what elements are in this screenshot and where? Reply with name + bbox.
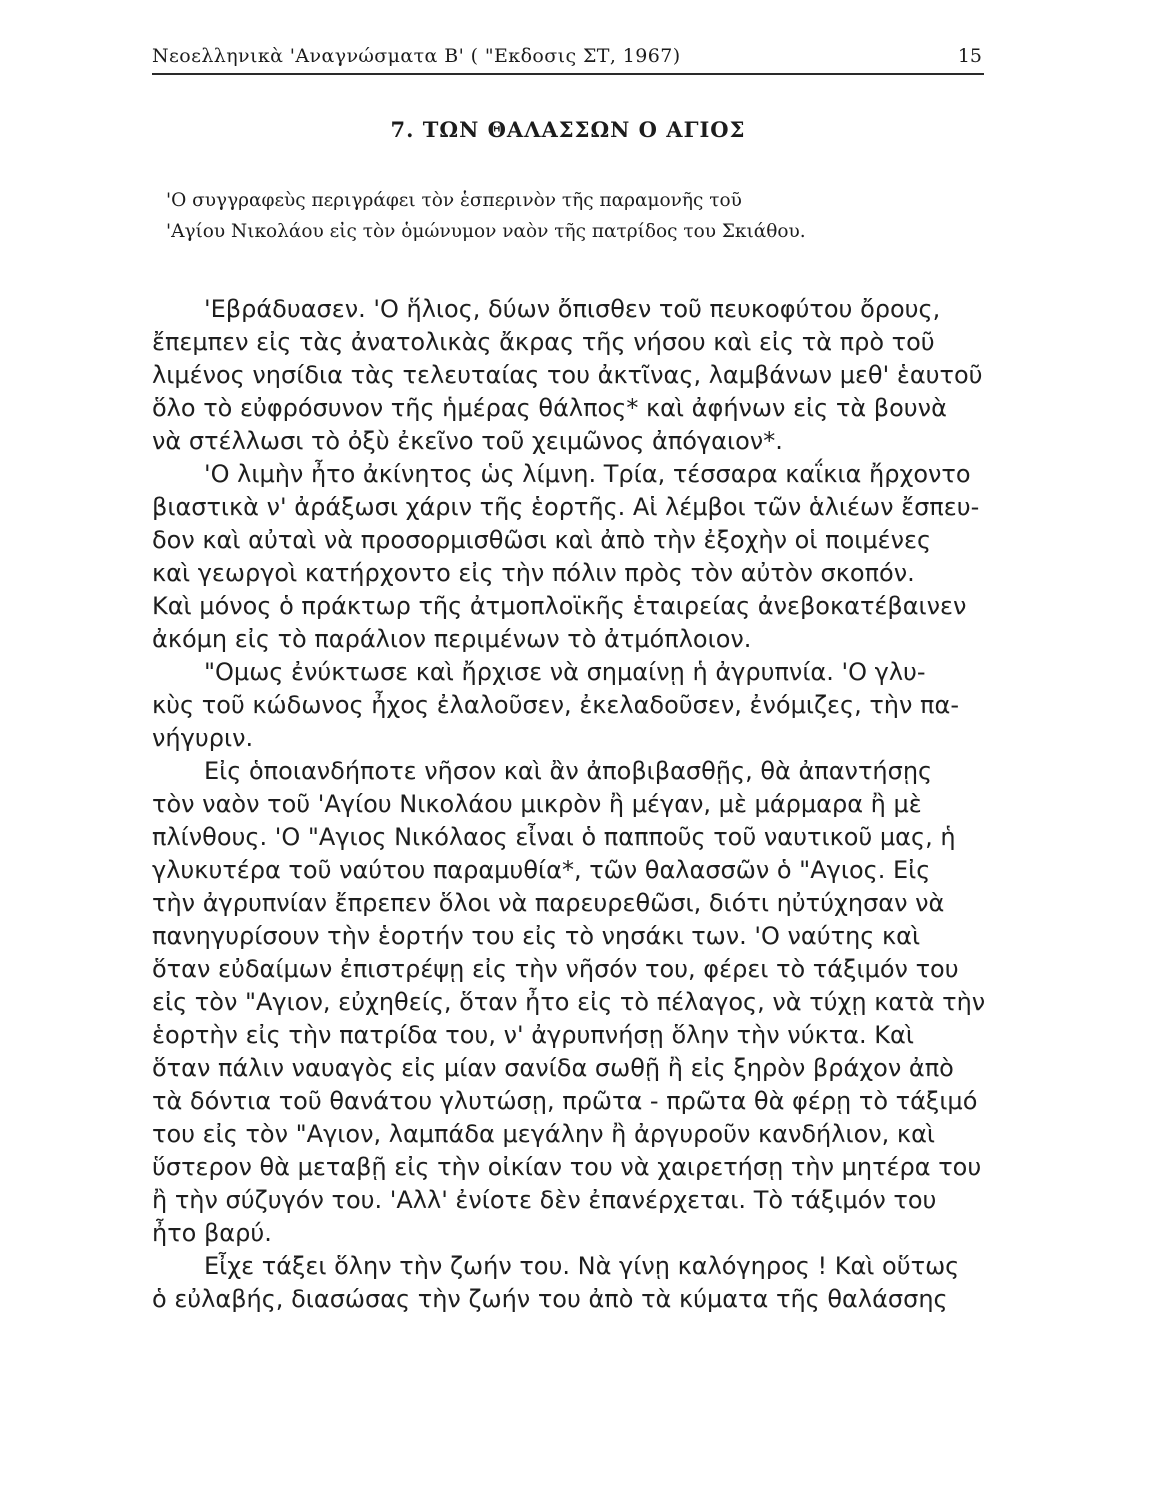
text-line: Καὶ μόνος ὁ πράκτωρ τῆς ἀτμοπλοϊκῆς ἑταιρείας ἀνεβοκατέβαινεν (152, 592, 967, 620)
text-line: εἰς τὸν "Αγιον, εὐχηθείς, ὅταν ἦτο εἰς τὸ πέλαγος, νὰ τύχῃ κατὰ τὴν (152, 988, 986, 1016)
text-line: 'Εβράδυασεν. 'Ο ἥλιος, δύων ὄπισθεν τοῦ πευκοφύτου ὄρους, (204, 295, 941, 323)
running-header (152, 41, 984, 75)
text-line: ἔπεμπεν εἰς τὰς ἀνατολικὰς ἄκρας τῆς νήσου καὶ εἰς τὰ πρὸ τοῦ (152, 328, 935, 356)
text-line: Εἶχε τάξει ὅλην τὴν ζωήν του. Νὰ γίνῃ καλόγηρος ! Καὶ οὕτως (204, 1252, 960, 1280)
text-line: ἦτο βαρύ. (152, 1219, 272, 1247)
chapter-title: 7. ΤΩΝ ΘΑΛΑΣΣΩΝ Ο ΑΓΙΟΣ (390, 117, 746, 142)
text-line: 'Ο λιμὴν ἦτο ἀκίνητος ὡς λίμνη. Τρία, τέσσαρα καΐκια ἤρχοντο (204, 460, 971, 488)
text-line: νὰ στέλλωσι τὸ ὀξὺ ἐκεῖνο τοῦ χειμῶνος ἀπόγαιον*. (152, 427, 783, 455)
text-line: πλίνθους. 'Ο "Αγιος Νικόλαος εἶναι ὁ παπποῦς τοῦ ναυτικοῦ μας, ἡ (152, 823, 956, 851)
text-line: νήγυριν. (152, 724, 254, 752)
text-line: ὅλο τὸ εὐφρόσυνον τῆς ἡμέρας θάλπος* καὶ ἀφήνων εἰς τὰ βουνὰ (152, 394, 947, 422)
text-line: ὅταν εὐδαίμων ἐπιστρέψῃ εἰς τὴν νῆσόν του, φέρει τὸ τάξιμόν του (152, 955, 959, 983)
text-line: κὺς τοῦ κώδωνος ἦχος ἐλαλοῦσεν, ἐκελαδοῦσεν, ἐνόμιζες, τὴν πα- (152, 691, 959, 719)
text-line: ἢ τὴν σύζυγόν του. 'Αλλ' ἐνίοτε δὲν ἐπανέρχεται. Τὸ τάξιμόν του (152, 1186, 937, 1214)
text-line: ὕστερον θὰ μεταβῇ εἰς τὴν οἰκίαν του νὰ χαιρετήσῃ τὴν μητέρα του (152, 1153, 982, 1181)
header-title: Νεοελληνικὰ 'Αναγνώσματα Β' ( "Εκδοσις ΣΤ, 1967) (152, 45, 681, 67)
text-line: καὶ γεωργοὶ κατήρχοντο εἰς τὴν πόλιν πρὸς τὸν αὐτὸν σκοπόν. (152, 559, 915, 587)
text-line: ὁ εὐλαβής, διασώσας τὴν ζωήν του ἀπὸ τὰ κύματα τῆς θαλάσσης (152, 1285, 948, 1313)
text-line: Εἰς ὁποιανδήποτε νῆσον καὶ ἂν ἀποβιβασθῇς, θὰ ἀπαντήσῃς (204, 757, 933, 785)
text-line: δον καὶ αὐταὶ νὰ προσορμισθῶσι καὶ ἀπὸ τὴν ἐξοχὴν οἱ ποιμένες (152, 526, 932, 554)
text-line: βιαστικὰ ν' ἀράξωσι χάριν τῆς ἑορτῆς. Αἱ λέμβοι τῶν ἁλιέων ἔσπευ- (152, 493, 980, 521)
text-line: του εἰς τὸν "Αγιον, λαμπάδα μεγάλην ἢ ἀργυροῦν κανδήλιον, καὶ (152, 1120, 936, 1148)
text-line: τὸν ναὸν τοῦ 'Αγίου Νικολάου μικρὸν ἢ μέγαν, μὲ μάρμαρα ἢ μὲ (152, 790, 922, 818)
text-line: πανηγυρίσουν τὴν ἑορτήν του εἰς τὸ νησάκι των. 'Ο ναύτης καὶ (152, 922, 921, 950)
text-line: γλυκυτέρα τοῦ ναύτου παραμυθία*, τῶν θαλασσῶν ὁ "Αγιος. Εἰς (152, 856, 931, 884)
intro-line: 'Ο συγγραφεὺς περιγράφει τὸν ἑσπερινὸν τῆς παραμονῆς τοῦ (166, 190, 742, 211)
intro-line: 'Αγίου Νικολάου εἰς τὸν ὁμώνυμον ναὸν τῆς πατρίδος του Σκιάθου. (166, 221, 806, 242)
text-line: λιμένος νησίδια τὰς τελευταίας του ἀκτῖνας, λαμβάνων μεθ' ἑαυτοῦ (152, 361, 983, 389)
text-line: τὴν ἀγρυπνίαν ἔπρεπεν ὅλοι νὰ παρευρεθῶσι, διότι ηὐτύχησαν νὰ (152, 889, 945, 917)
text-line: ἀκόμη εἰς τὸ παράλιον περιμένων τὸ ἀτμόπλοιον. (152, 625, 752, 653)
text-line: ἑορτὴν εἰς τὴν πατρίδα του, ν' ἀγρυπνήσῃ ὅλην τὴν νύκτα. Καὶ (152, 1021, 914, 1049)
page-number: 15 (957, 45, 982, 67)
text-line: τὰ δόντια τοῦ θανάτου γλυτώσῃ, πρῶτα - πρῶτα θὰ φέρῃ τὸ τάξιμό (152, 1087, 978, 1115)
text-line: "Ομως ἐνύκτωσε καὶ ἤρχισε νὰ σημαίνῃ ἡ ἀγρυπνία. 'Ο γλυ- (204, 658, 926, 686)
text-line: ὅταν πάλιν ναυαγὸς εἰς μίαν σανίδα σωθῇ ἢ εἰς ξηρὸν βράχον ἀπὸ (152, 1054, 954, 1082)
